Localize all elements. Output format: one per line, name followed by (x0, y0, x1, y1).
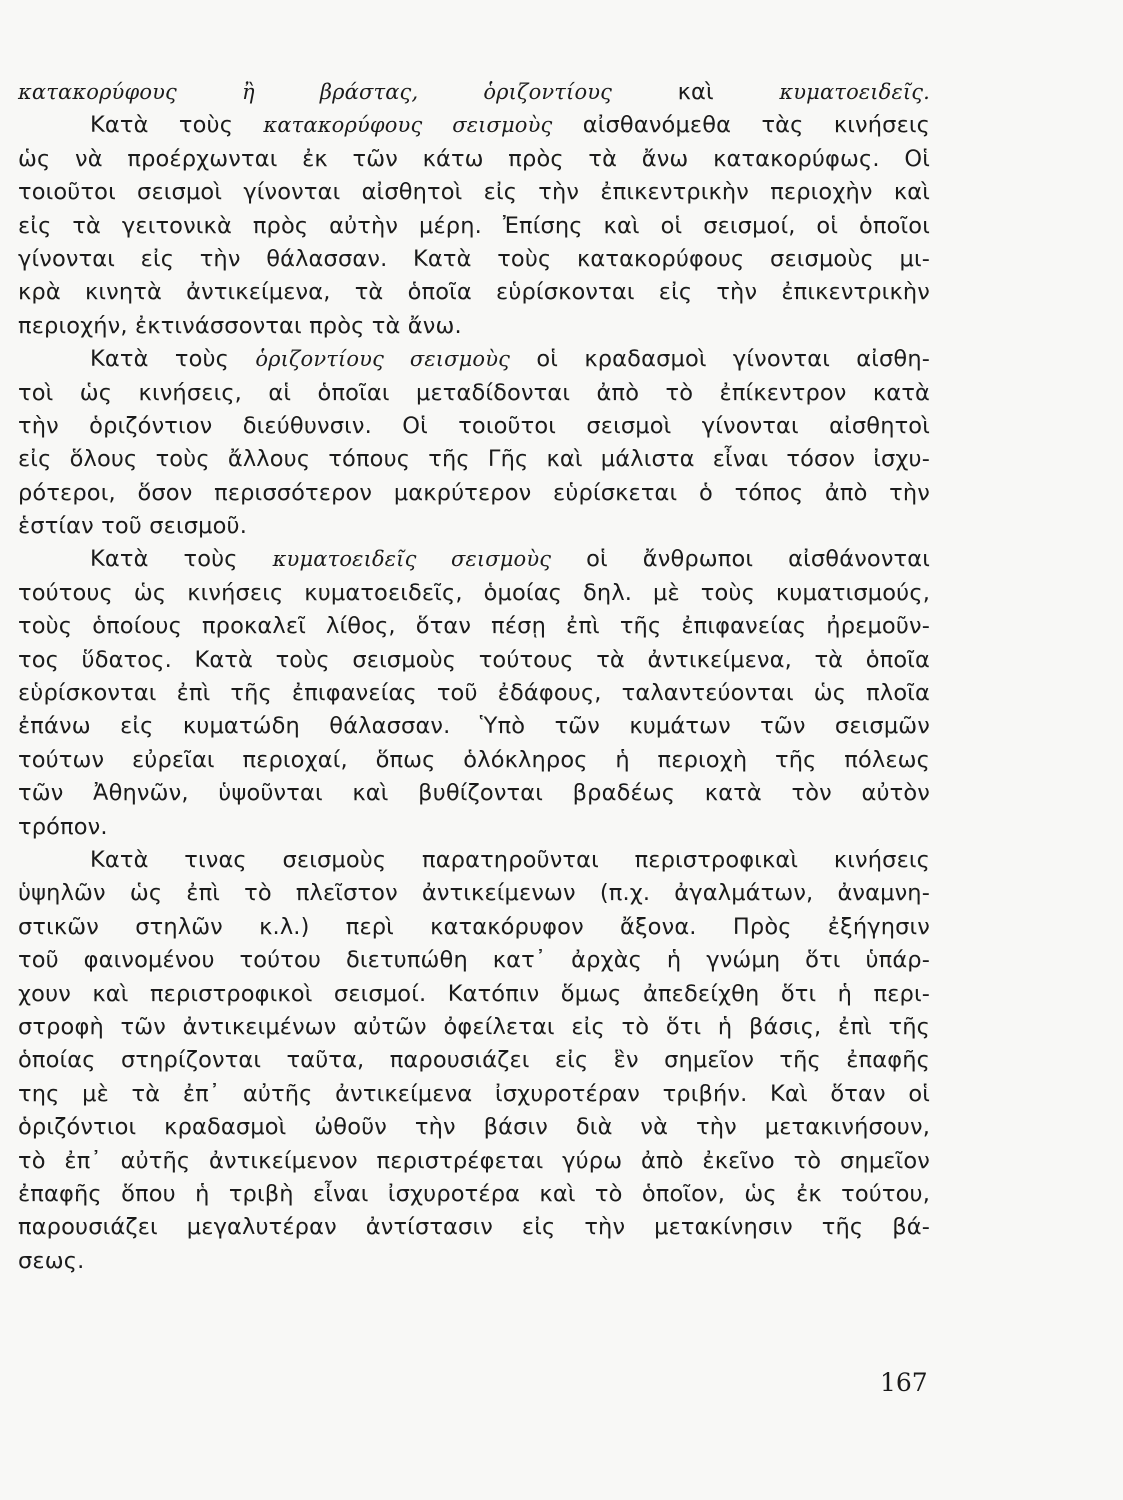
page-number: 167 (880, 1368, 928, 1397)
text-line: παρουσιάζει μεγαλυτέραν ἀντίστασιν εἰς τὴν μετακίνησιν τῆς βά- (18, 1214, 930, 1241)
text-line: γίνονται εἰς τὴν θάλασσαν. Κατὰ τοὺς κατακορύφους σεισμοὺς μι- (18, 245, 930, 272)
text-line: στικῶν στηλῶν κ.λ.) περὶ κατακόρυφον ἄξονα. Πρὸς ἐξήγησιν (18, 913, 930, 940)
text-line: σεως. (18, 1247, 85, 1274)
text-line: τοῦ φαινομένου τούτου διετυπώθη κατ᾽ ἀρχὰς ἡ γνώμη ὅτι ὑπάρ- (18, 947, 930, 974)
text-line: Κατὰ τινας σεισμοὺς παρατηροῦνται περιστροφικαὶ κινήσεις (90, 846, 930, 873)
text-line: Κατὰ τοὺς κυματοειδεῖς σεισμοὺς οἱ ἄνθρωποι αἰσθάνονται (90, 546, 930, 573)
text-line: τοιοῦτοι σεισμοὶ γίνονται αἰσθητοὶ εἰς τὴν ἐπικεντρικὴν περιοχὴν καὶ (18, 179, 930, 206)
text-line: ἐπάνω εἰς κυματώδη θάλασσαν. Ὑπὸ τῶν κυμάτων τῶν σεισμῶν (18, 713, 930, 740)
text-line: χουν καὶ περιστροφικοὶ σεισμοί. Κατόπιν ὅμως ἀπεδείχθη ὅτι ἡ περι- (18, 980, 930, 1007)
text-line: τούτους ὡς κινήσεις κυματοειδεῖς, ὁμοίας δηλ. μὲ τοὺς κυματισμούς, (18, 579, 930, 606)
text-line: εὑρίσκονται ἐπὶ τῆς ἐπιφανείας τοῦ ἐδάφους, ταλαντεύονται ὡς πλοῖα (18, 680, 930, 707)
text-line: ὁριζόντιοι κραδασμοὶ ὠθοῦν τὴν βάσιν διὰ νὰ τὴν μετακινήσουν, (18, 1114, 930, 1141)
text-line: ρότεροι, ὅσον περισσότερον μακρύτερον εὑρίσκεται ὁ τόπος ἀπὸ τὴν (18, 479, 930, 506)
text-line: εἰς ὅλους τοὺς ἄλλους τόπους τῆς Γῆς καὶ μάλιστα εἶναι τόσον ἰσχυ- (18, 446, 930, 473)
body-text (18, 76, 930, 1278)
text-line: τούτων εὐρεῖαι περιοχαί, ὅπως ὁλόκληρος ἡ περιοχὴ τῆς πόλεως (18, 746, 930, 773)
text-line: τὴν ὁριζόντιον διεύθυνσιν. Οἱ τοιοῦτοι σεισμοὶ γίνονται αἰσθητοὶ (18, 412, 930, 439)
text-line: εἰς τὰ γειτονικὰ πρὸς αὐτὴν μέρη. Ἐπίσης καὶ οἱ σεισμοί, οἱ ὁποῖοι (18, 212, 930, 239)
text-line: τος ὕδατος. Κατὰ τοὺς σεισμοὺς τούτους τὰ ἀντικείμενα, τὰ ὁποῖα (18, 646, 930, 673)
text-line: ἑστίαν τοῦ σεισμοῦ. (18, 513, 248, 540)
text-line: ὑψηλῶν ὡς ἐπὶ τὸ πλεῖστον ἀντικείμενων (π.χ. ἀγαλμάτων, ἀναμνη- (18, 880, 930, 907)
text-line: κρὰ κινητὰ ἀντικείμενα, τὰ ὁποῖα εὑρίσκονται εἰς τὴν ἐπικεντρικὴν (18, 279, 930, 306)
text-line: ἐπαφῆς ὅπου ἡ τριβὴ εἶναι ἰσχυροτέρα καὶ τὸ ὁποῖον, ὡς ἐκ τούτου, (18, 1180, 930, 1207)
text-line: Κατὰ τοὺς ὁριζοντίους σεισμοὺς οἱ κραδασμοὶ γίνονται αἰσθη- (90, 346, 931, 373)
text-line: Κατὰ τοὺς κατακορύφους σεισμοὺς αἰσθανόμεθα τὰς κινήσεις (90, 112, 930, 139)
text-line: τῶν Ἀθηνῶν, ὑψοῦνται καὶ βυθίζονται βραδέως κατὰ τὸν αὐτὸν (18, 780, 930, 807)
text-line: τρόπον. (18, 813, 108, 840)
text-line: τοὺς ὁποίους προκαλεῖ λίθος, ὅταν πέσῃ ἐπὶ τῆς ἐπιφανείας ἠρεμοῦν- (18, 613, 930, 640)
text-line: τὸ ἐπ᾽ αὐτῆς ἀντικείμενον περιστρέφεται γύρω ἀπὸ ἐκεῖνο τὸ σημεῖον (18, 1147, 930, 1174)
text-line: ὁποίας στηρίζονται ταῦτα, παρουσιάζει εἰς ἓν σημεῖον τῆς ἐπαφῆς (18, 1047, 930, 1074)
text-line: ὡς νὰ προέρχωνται ἐκ τῶν κάτω πρὸς τὰ ἄνω κατακορύφως. Οἱ (18, 145, 930, 172)
text-line: τοὶ ὡς κινήσεις, αἱ ὁποῖαι μεταδίδονται ἀπὸ τὸ ἐπίκεντρον κατὰ (18, 379, 930, 406)
text-line: περιοχήν, ἐκτινάσσονται πρὸς τὰ ἄνω. (18, 312, 462, 339)
text-line: της μὲ τὰ ἐπ᾽ αὐτῆς ἀντικείμενα ἰσχυροτέραν τριβήν. Καὶ ὅταν οἱ (18, 1080, 930, 1107)
text-line: στροφὴ τῶν ἀντικειμένων αὐτῶν ὀφείλεται εἰς τὸ ὅτι ἡ βάσις, ἐπὶ τῆς (18, 1013, 930, 1040)
text-line: κατακορύφους ἢ βράστας, ὁριζοντίους καὶ κυματοειδεῖς. (18, 79, 931, 105)
